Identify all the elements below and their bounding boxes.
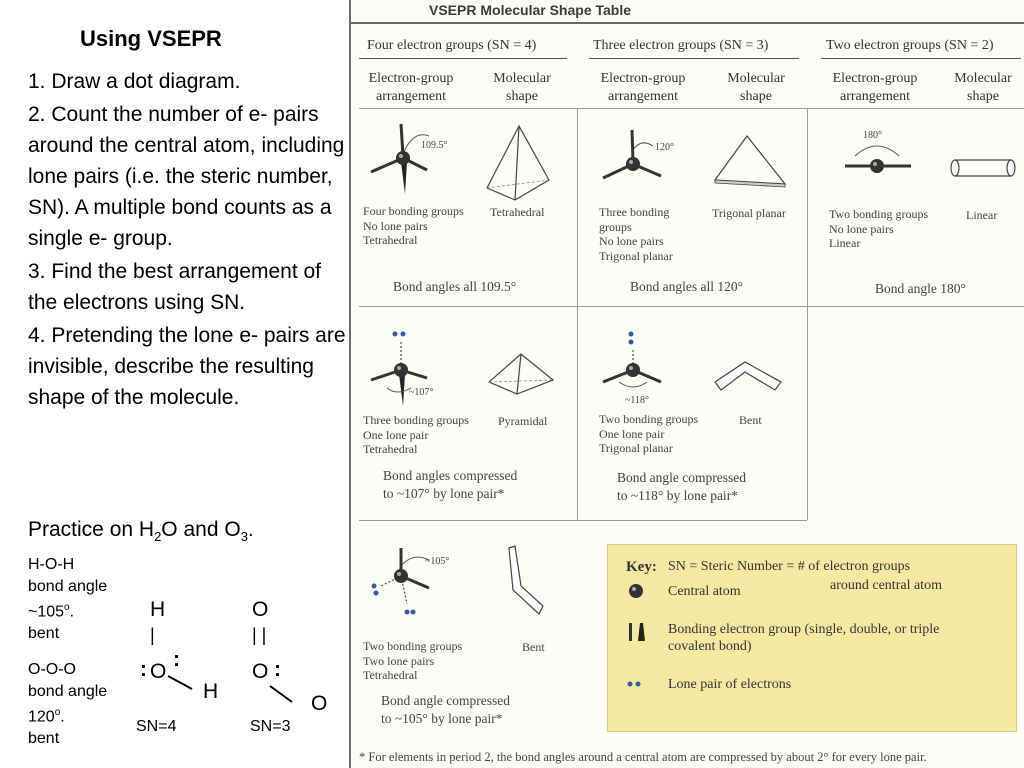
- pyramidal-shape-label: Pyramidal: [498, 414, 548, 428]
- water-note-degree: o: [64, 602, 70, 613]
- ozone-double-bond: | |: [252, 625, 267, 645]
- group-rule-sn3: [589, 58, 799, 59]
- desc-line: Three bonding groups: [363, 413, 469, 427]
- water-note-line3: [28, 597, 138, 623]
- desc-line: No lone pairs: [829, 221, 894, 236]
- bent-sn3-arrangement-figure: [597, 326, 677, 398]
- group-rule-sn4: [359, 58, 567, 59]
- desc-line: One lone pair: [363, 427, 429, 442]
- ozone-note-line4: bent: [28, 729, 60, 747]
- linear-bond-angle: Bond angle 180°: [875, 281, 966, 296]
- linear-shape-label: Linear: [966, 208, 998, 222]
- water-note-line2: bond angle: [28, 577, 108, 595]
- ozone-top-o: O: [252, 598, 269, 621]
- water-lone-pair-top: :: [173, 648, 180, 671]
- water-note-angle: ~105: [28, 603, 65, 621]
- col-header-line2: arrangement: [840, 89, 910, 104]
- bent-sn4-shape-figure: [505, 544, 547, 620]
- linear-angle-label: 180°: [863, 130, 882, 141]
- water-note-line1: H-O-H: [28, 556, 75, 573]
- desc-line: groups: [599, 219, 632, 234]
- desc-line: Two bonding groups: [363, 639, 463, 653]
- practice-suffix: .: [247, 518, 254, 541]
- central-atom-icon: [626, 581, 646, 601]
- water-note-period: .: [69, 603, 75, 621]
- bent-sn4-arrangement-figure: [365, 542, 455, 622]
- ozone-note-line3: [28, 702, 138, 728]
- ozone-note: [28, 659, 138, 749]
- trigonal-planar-bond-angle: Bond angles all 120°: [630, 279, 744, 294]
- bent-sn4-description: [363, 639, 462, 683]
- pyramidal-shape-figure: [487, 352, 559, 398]
- col-header-shape-sn2: [941, 70, 1024, 106]
- desc-line: Linear: [829, 236, 861, 250]
- col-header-line1: Molecular: [493, 71, 551, 86]
- linear-arrangement-figure: [841, 136, 931, 180]
- water-right-h: H: [203, 680, 219, 703]
- practice-sub-1: 2: [154, 529, 162, 545]
- desc-line: Tetrahedral: [363, 233, 418, 247]
- col-header-line1: Molecular: [954, 71, 1012, 86]
- col-header-shape-sn4: [477, 70, 567, 106]
- slide-title: Using VSEPR: [80, 26, 222, 51]
- vsepr-table-page: [349, 0, 1024, 768]
- ozone-note-angle: 120: [28, 708, 55, 726]
- instructions-panel: [0, 0, 350, 768]
- col-header-line2: arrangement: [376, 89, 446, 104]
- col-header-line1: Electron-group: [832, 71, 918, 86]
- bent-sn4-shape-label: Bent: [522, 640, 545, 654]
- step-2: 2. Count the number of e- pairs around the central atom, including lone pairs (i.e. the steric number, SN). A multiple bond counts as a single e- group.: [28, 103, 345, 250]
- water-lone-pair-left: :: [140, 658, 147, 681]
- bent-sn4-bond-angle: [381, 692, 510, 727]
- group-header-sn4: Four electron groups (SN = 4): [367, 38, 537, 53]
- grid-row-3-top: [359, 520, 807, 521]
- tetrahedral-description: [363, 204, 464, 248]
- ozone-sn: SN=3: [250, 718, 291, 735]
- key-definition-line1: SN = Steric Number = # of electron groups: [668, 559, 911, 574]
- trigonal-planar-arrangement-figure: [597, 124, 677, 204]
- desc-line: Four bonding groups: [363, 204, 464, 218]
- desc-line: Tetrahedral: [363, 668, 418, 682]
- desc-line: Trigonal planar: [599, 441, 673, 455]
- water-note-line4: bent: [28, 624, 60, 642]
- practice-mid: O and O: [161, 518, 241, 541]
- col-header-arrangement-sn4: [359, 70, 463, 106]
- key-heading: Key:: [626, 559, 657, 575]
- legend-key-box: [607, 544, 1017, 732]
- practice-sub-2: 3: [240, 529, 248, 545]
- grid-col-line-2: [807, 108, 808, 520]
- pyramidal-description: [363, 413, 469, 457]
- step-1: 1. Draw a dot diagram.: [28, 70, 241, 93]
- desc-line: Two bonding groups: [829, 207, 929, 221]
- trigonal-planar-shape-label: Trigonal planar: [712, 206, 786, 220]
- ozone-note-line1: O-O-O: [28, 661, 76, 678]
- col-header-line1: Electron-group: [600, 71, 686, 86]
- desc-line: Trigonal planar: [599, 248, 673, 263]
- key-definition-line2: around central atom: [830, 578, 942, 593]
- lone-pair-icon: [626, 679, 646, 689]
- angle-line: to ~105° by lone pair*: [381, 710, 503, 726]
- key-bond-group-label-1: Bonding electron group (single, double, or triple: [668, 622, 940, 637]
- tetrahedral-angle-label: 109.5°: [421, 140, 448, 151]
- linear-description: [829, 207, 928, 251]
- pyramidal-bond-angle: [383, 467, 517, 502]
- angle-line: Bond angle compressed: [381, 693, 510, 708]
- water-top-h: H: [150, 598, 166, 621]
- key-lone-pair-label: Lone pair of electrons: [668, 677, 792, 692]
- col-header-arrangement-sn2: [821, 70, 929, 106]
- desc-line: Two lone pairs: [363, 653, 435, 668]
- linear-shape-figure: [949, 156, 1021, 182]
- ozone-note-degree: o: [54, 707, 61, 718]
- col-header-line2: shape: [967, 89, 999, 104]
- ozone-right-o: O: [311, 692, 328, 715]
- bent-sn3-description: [599, 412, 698, 456]
- trigonal-planar-shape-figure: [713, 134, 793, 190]
- group-header-sn3: Three electron groups (SN = 3): [593, 38, 769, 53]
- bent-sn3-angle-label: ~118°: [625, 395, 650, 406]
- angle-line: to ~107° by lone pair*: [383, 485, 505, 501]
- step-4: 4. Pretending the lone e- pairs are invisible, describe the resulting shape of the molecule.: [28, 324, 346, 409]
- desc-line: Two bonding groups: [599, 412, 699, 426]
- table-footnote: * For elements in period 2, the bond angles around a central atom are compressed by about 2° for every lone pair.: [359, 750, 927, 764]
- col-header-shape-sn3: [707, 70, 805, 106]
- desc-line: One lone pair: [599, 426, 665, 441]
- tetrahedral-shape-label: Tetrahedral: [490, 205, 545, 219]
- ozone-note-line2: bond angle: [28, 682, 108, 700]
- water-note: [28, 554, 138, 644]
- ozone-note-period: .: [60, 708, 65, 726]
- water-bond: |: [150, 625, 155, 645]
- angle-line: Bond angles compressed: [383, 468, 518, 483]
- grid-row-2-top: [359, 306, 1024, 307]
- pyramidal-angle-label: ~107°: [409, 387, 434, 398]
- desc-line: No lone pairs: [363, 218, 428, 233]
- key-central-atom-label: Central atom: [668, 584, 741, 599]
- table-title: VSEPR Molecular Shape Table: [429, 2, 632, 18]
- tetrahedral-bond-angle: Bond angles all 109.5°: [393, 279, 517, 294]
- bent-sn4-angle-label: ~105°: [425, 556, 450, 567]
- group-header-sn2: Two electron groups (SN = 2): [826, 38, 994, 53]
- ozone-bond-line: [268, 684, 298, 706]
- col-header-line2: arrangement: [608, 89, 678, 104]
- bent-sn3-shape-figure: [711, 356, 791, 396]
- bond-group-icon: [628, 621, 650, 645]
- col-header-line1: Electron-group: [368, 71, 454, 86]
- water-center-o: O: [150, 660, 167, 683]
- col-header-line1: Molecular: [727, 71, 785, 86]
- col-header-arrangement-sn3: [589, 70, 697, 106]
- trigonal-planar-angle-label: 120°: [655, 142, 674, 153]
- practice-prefix: Practice on H: [28, 518, 155, 541]
- desc-line: Three bonding: [599, 205, 670, 219]
- tetrahedral-arrangement-figure: [365, 118, 455, 200]
- desc-line: Tetrahedral: [363, 442, 418, 456]
- bent-sn3-shape-label: Bent: [739, 413, 762, 427]
- ozone-center-o: O: [252, 660, 269, 683]
- angle-line: Bond angle compressed: [617, 470, 746, 485]
- angle-line: to ~118° by lone pair*: [617, 487, 738, 503]
- desc-line: No lone pairs: [599, 234, 664, 248]
- step-3: 3. Find the best arrangement of the electrons using SN.: [28, 260, 322, 314]
- tetrahedral-shape-figure: [485, 124, 555, 204]
- group-rule-sn2: [821, 58, 1021, 59]
- key-bond-group-label-2: covalent bond): [668, 639, 752, 654]
- water-bond-line: [166, 674, 196, 694]
- practice-line: [28, 518, 254, 544]
- col-header-line2: shape: [740, 89, 772, 104]
- bent-sn3-bond-angle: [617, 469, 746, 504]
- title-rule: [351, 22, 1024, 24]
- grid-col-line-1: [577, 108, 578, 520]
- steps-list: [28, 66, 346, 415]
- grid-row-1-top: [359, 108, 1024, 109]
- col-header-line2: shape: [506, 89, 538, 104]
- water-sn: SN=4: [136, 718, 177, 735]
- trigonal-planar-description: [599, 205, 673, 263]
- ozone-lone-pair: :: [274, 658, 281, 681]
